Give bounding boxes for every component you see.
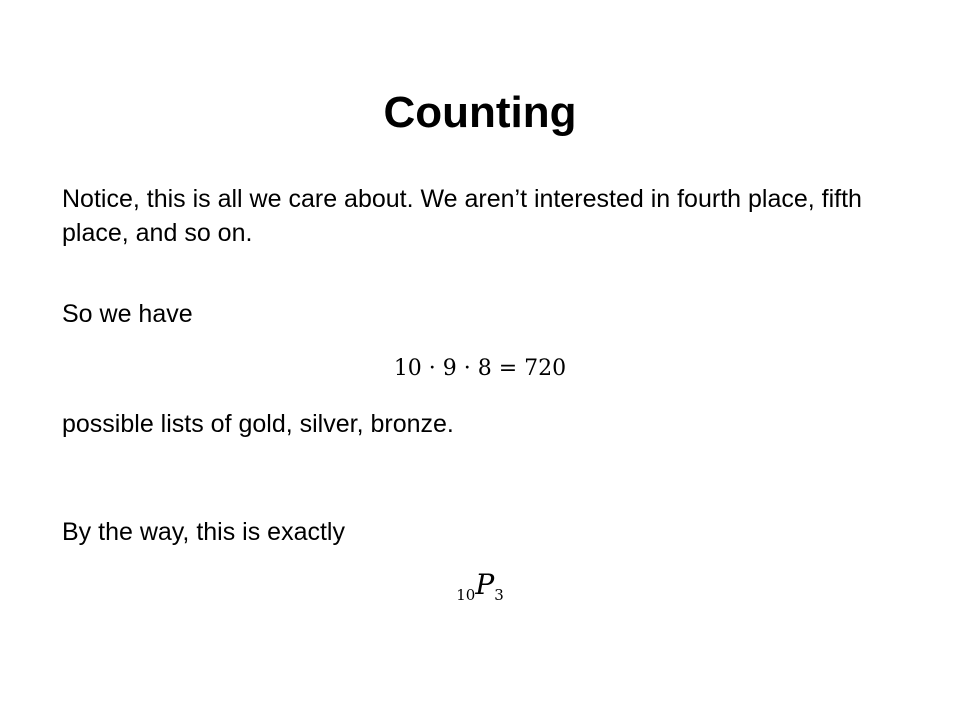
slide-title: Counting (383, 88, 577, 137)
permutation-k: 3 (494, 586, 504, 604)
paragraph-so-we-have: So we have (62, 300, 193, 328)
permutation-symbol: P (475, 568, 495, 601)
permutation-n: 10 (456, 586, 476, 604)
paragraph-by-the-way: By the way, this is exactly (62, 518, 345, 546)
paragraph-notice: Notice, this is all we care about. We aren’t interested in fourth place, fifth place, and so on. (62, 185, 862, 247)
product-equation: 10 · 9 · 8 = 720 (393, 356, 567, 381)
paragraph-possible-lists: possible lists of gold, silver, bronze. (62, 410, 454, 438)
permutation-notation (0, 565, 960, 609)
